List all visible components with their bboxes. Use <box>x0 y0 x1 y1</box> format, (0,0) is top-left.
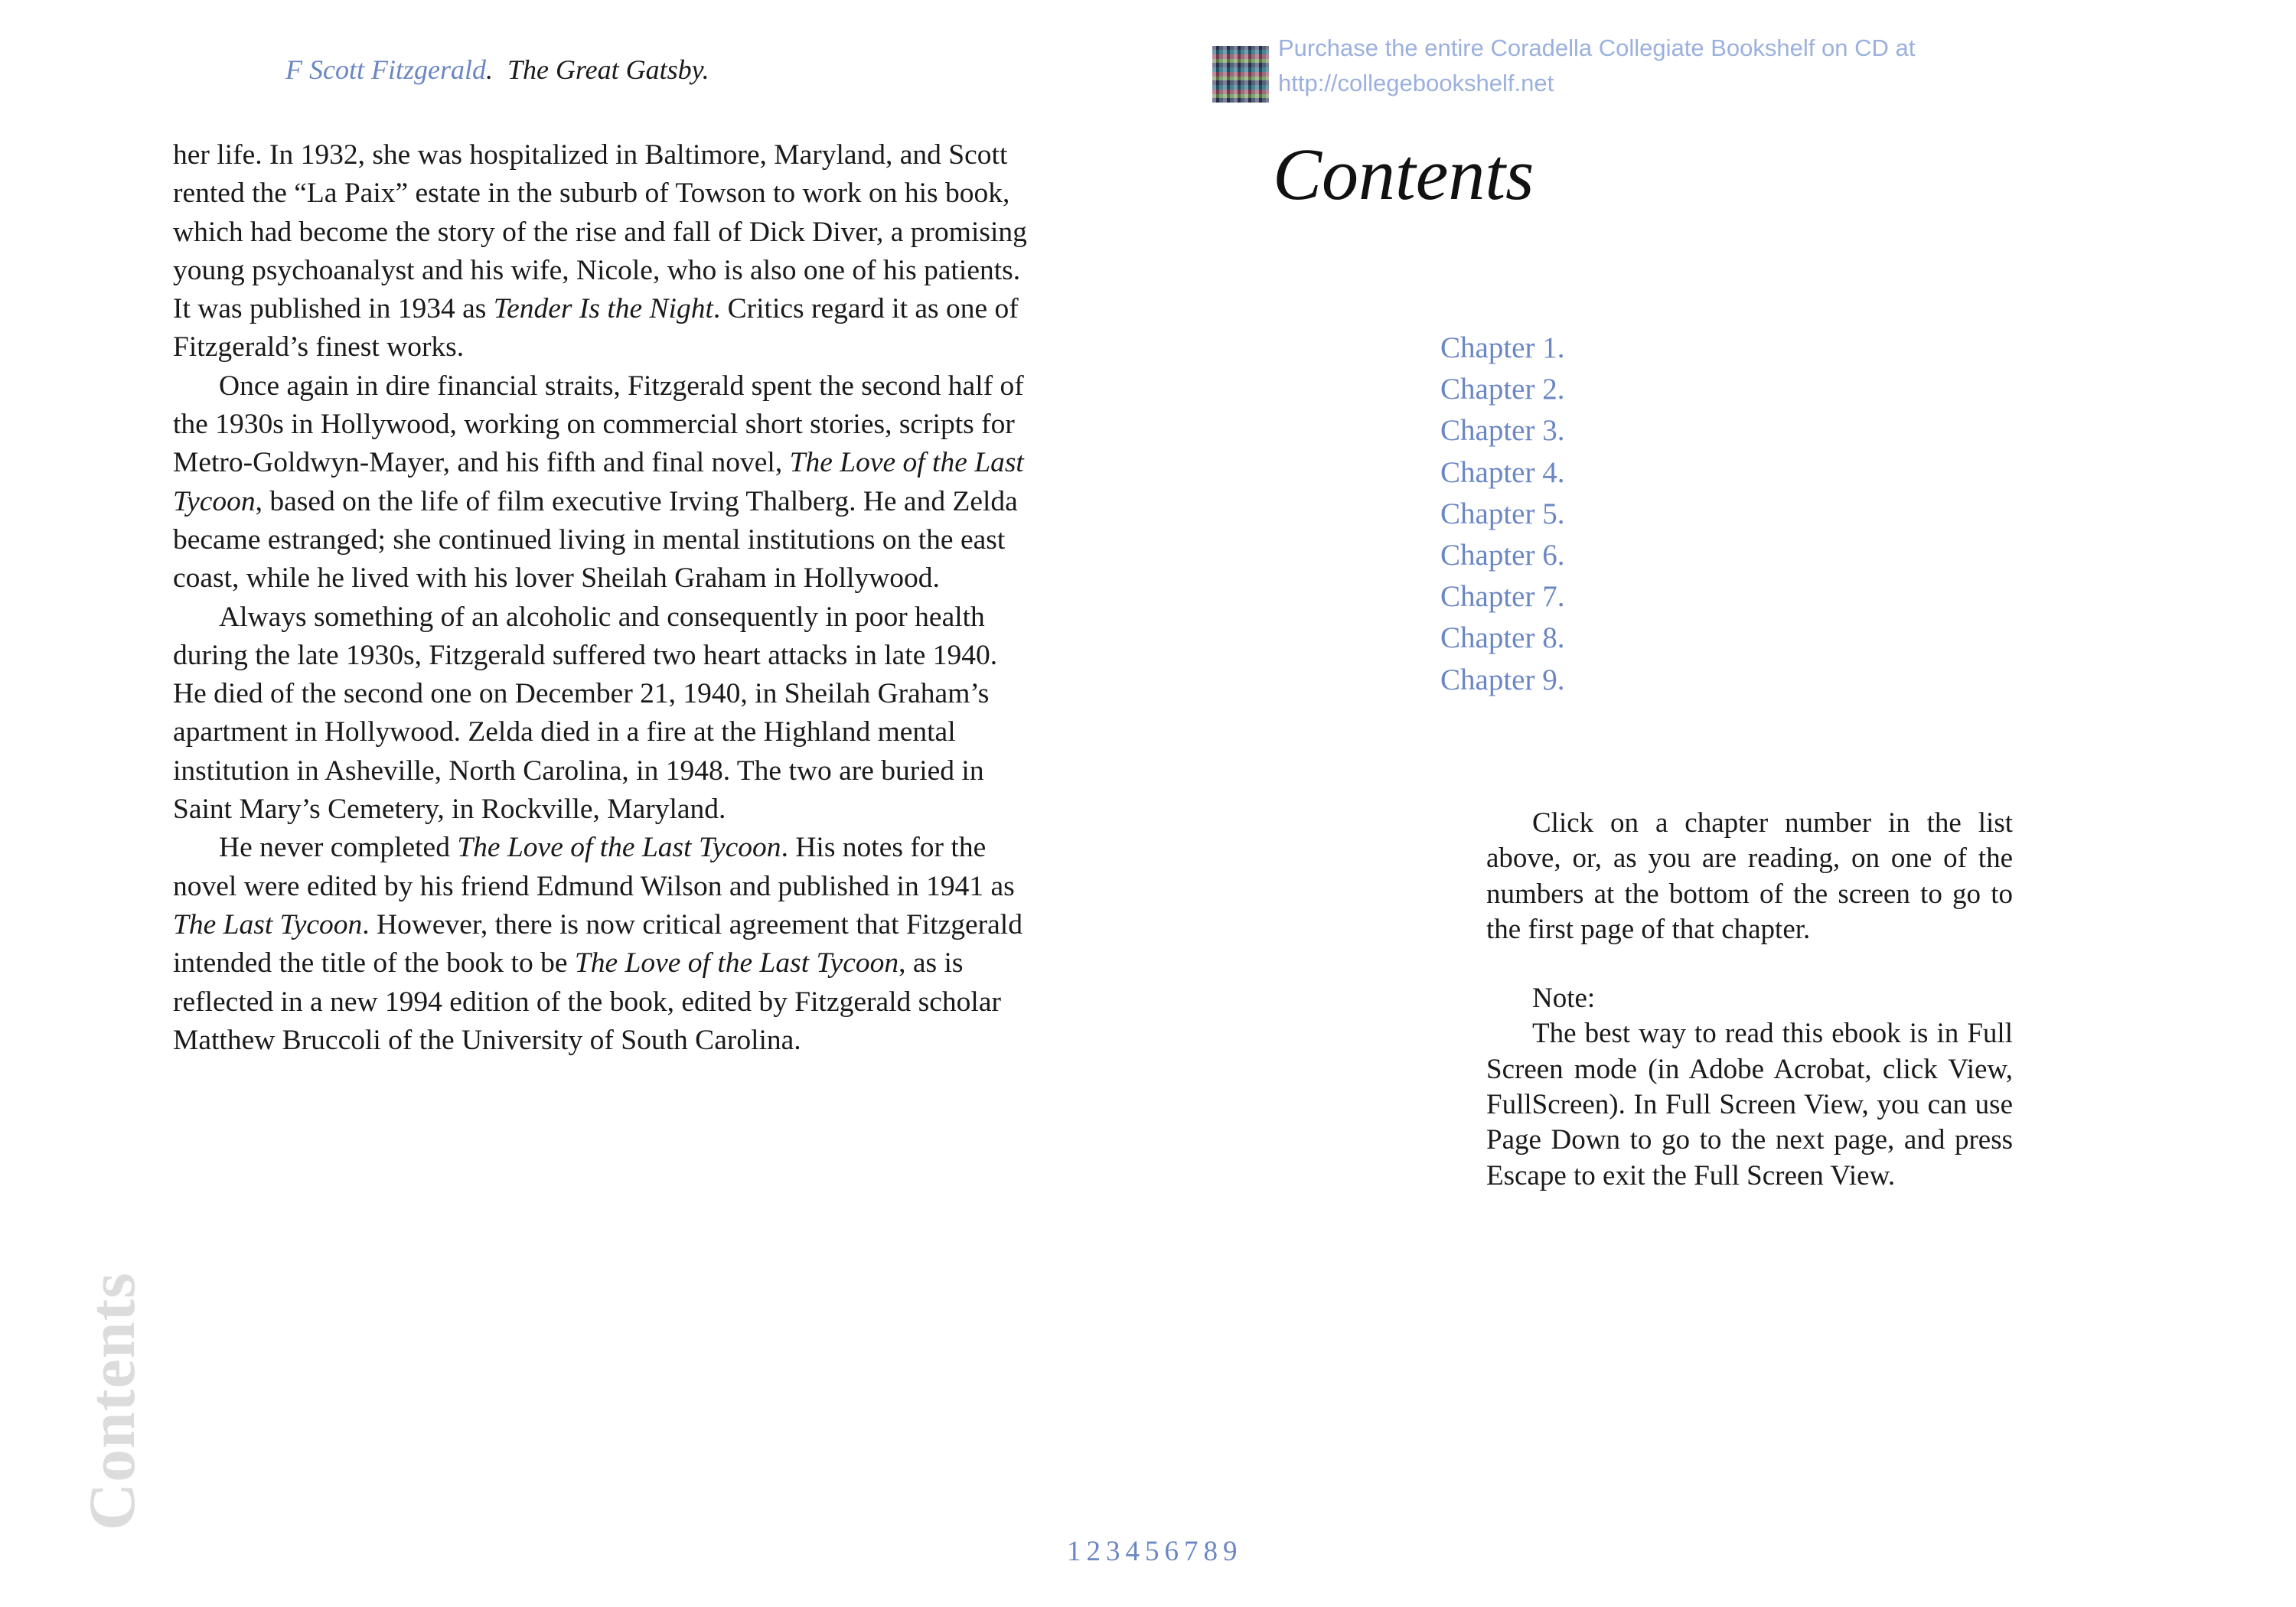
chapter-nav-3[interactable]: 3 <box>1106 1536 1120 1567</box>
promo-url-link[interactable]: http://collegebookshelf.net <box>1278 70 1554 96</box>
chapter-link-3[interactable]: Chapter 3. <box>1440 414 1565 448</box>
author-link[interactable]: F Scott Fitzgerald <box>285 54 486 85</box>
text-run: He never completed <box>219 832 458 864</box>
fullscreen-note: The best way to read this ebook is in Full Screen mode (in Adobe Acrobat, click View, FullScreen). In Full Screen View, you can use Page Down to go to the next page, and press Escape to exit the Full Screen View. <box>1486 1018 2013 1191</box>
promo-line-1[interactable]: Purchase the entire Coradella Collegiate Bookshelf on CD at <box>1278 34 1916 61</box>
text-run: her life. In 1932, she was hospitalized in Baltimore, Maryland, and Scott rented the “La Paix” estate in the suburb of Towson to work on his book, which had become the story of the rise and fall of Dick Diver, a promising young psychoanalyst and his wife, Nicole, who is also one of his patients. It was published in 1934 as <box>173 139 1027 325</box>
biography-paragraph <box>173 829 1038 1060</box>
promo-text[interactable] <box>1278 31 2043 101</box>
text-run: , based on the life of film executive Irving Thalberg. He and Zelda became estranged; she continued living in mental institutions on the east coast, while he lived with his lover Sheilah Graham in Hollywood. <box>173 485 1018 595</box>
chapter-nav-2[interactable]: 2 <box>1086 1536 1101 1567</box>
chapter-list <box>1440 328 1564 701</box>
running-head <box>285 54 709 86</box>
chapter-link-6[interactable]: Chapter 6. <box>1440 539 1565 572</box>
author-suffix: . <box>485 54 493 85</box>
biography-text <box>173 136 1038 1060</box>
chapter-nav-7[interactable]: 7 <box>1184 1536 1199 1567</box>
instructions <box>1486 806 2013 1194</box>
chapter-number-nav <box>1067 1535 1243 1568</box>
text-run: Once again in dire financial straits, Fitzgerald spent the second half of the 1930s in Hollywood, working on commercial short stories, scripts for Metro-Goldwyn-Mayer, and his fifth and final novel, <box>173 370 1024 479</box>
instructions-paragraph: Click on a chapter number in the list above, or, as you are reading, on one of the numbers at the bottom of the screen to go to the first page of that chapter. <box>1486 807 2013 945</box>
italic-title: The Love of the Last Tycoon <box>173 447 1024 517</box>
italic-title: The Love of the Last Tycoon <box>457 832 781 864</box>
chapter-nav-4[interactable]: 4 <box>1125 1536 1140 1567</box>
biography-paragraph <box>173 367 1038 598</box>
text-run: . However, there is now critical agreement that Fitzgerald intended the title of the book to be <box>173 908 1022 980</box>
note-label: Note: <box>1532 983 1596 1015</box>
chapter-link-1[interactable]: Chapter 1. <box>1440 331 1565 364</box>
chapter-link-7[interactable]: Chapter 7. <box>1440 580 1565 614</box>
chapter-nav-5[interactable]: 5 <box>1145 1536 1159 1567</box>
text-run: Always something of an alcoholic and consequently in poor health during the late 1930s, Fitzgerald suffered two heart attacks in late 1940. He died of the second one on December 21, 1940, in Sheilah Graham’s apartment in Hollywood. Zelda died in a fire at the Highland mental institution in Asheville, North Carolina, in 1948. The two are buried in Saint Mary’s Cemetery, in Rockville, Maryland. <box>173 601 998 826</box>
biography-paragraph <box>173 136 1038 367</box>
contents-heading: Contents <box>1273 133 1534 215</box>
text-run: . Critics regard it as one of Fitzgerald’s finest works. <box>173 293 1019 363</box>
biography-paragraph <box>173 598 1038 830</box>
chapter-nav-6[interactable]: 6 <box>1164 1536 1179 1567</box>
chapter-link-5[interactable]: Chapter 5. <box>1440 497 1565 530</box>
cd-thumbnail-icon[interactable] <box>1212 46 1269 103</box>
chapter-link-2[interactable]: Chapter 2. <box>1440 373 1565 406</box>
text-run: , as is reflected in a new 1994 edition of the book, edited by Fitzgerald scholar Matthew Bruccoli of the University of South Carolina. <box>173 947 1001 1056</box>
chapter-link-8[interactable]: Chapter 8. <box>1440 621 1565 655</box>
italic-title: The Love of the Last Tycoon <box>574 947 899 980</box>
chapter-link-9[interactable]: Chapter 9. <box>1440 663 1565 696</box>
chapter-link-4[interactable]: Chapter 4. <box>1440 455 1565 489</box>
side-contents-label[interactable]: Contents <box>75 1272 148 1530</box>
book-title: The Great Gatsby. <box>507 54 709 85</box>
italic-title: The Last Tycoon <box>173 908 363 940</box>
italic-title: Tender Is the Night <box>493 293 713 325</box>
chapter-nav-9[interactable]: 9 <box>1223 1536 1238 1567</box>
chapter-nav-1[interactable]: 1 <box>1067 1536 1081 1567</box>
chapter-nav-8[interactable]: 8 <box>1203 1536 1218 1567</box>
text-run: . His notes for the novel were edited by his friend Edmund Wilson and published in 1941 as <box>173 832 1015 902</box>
